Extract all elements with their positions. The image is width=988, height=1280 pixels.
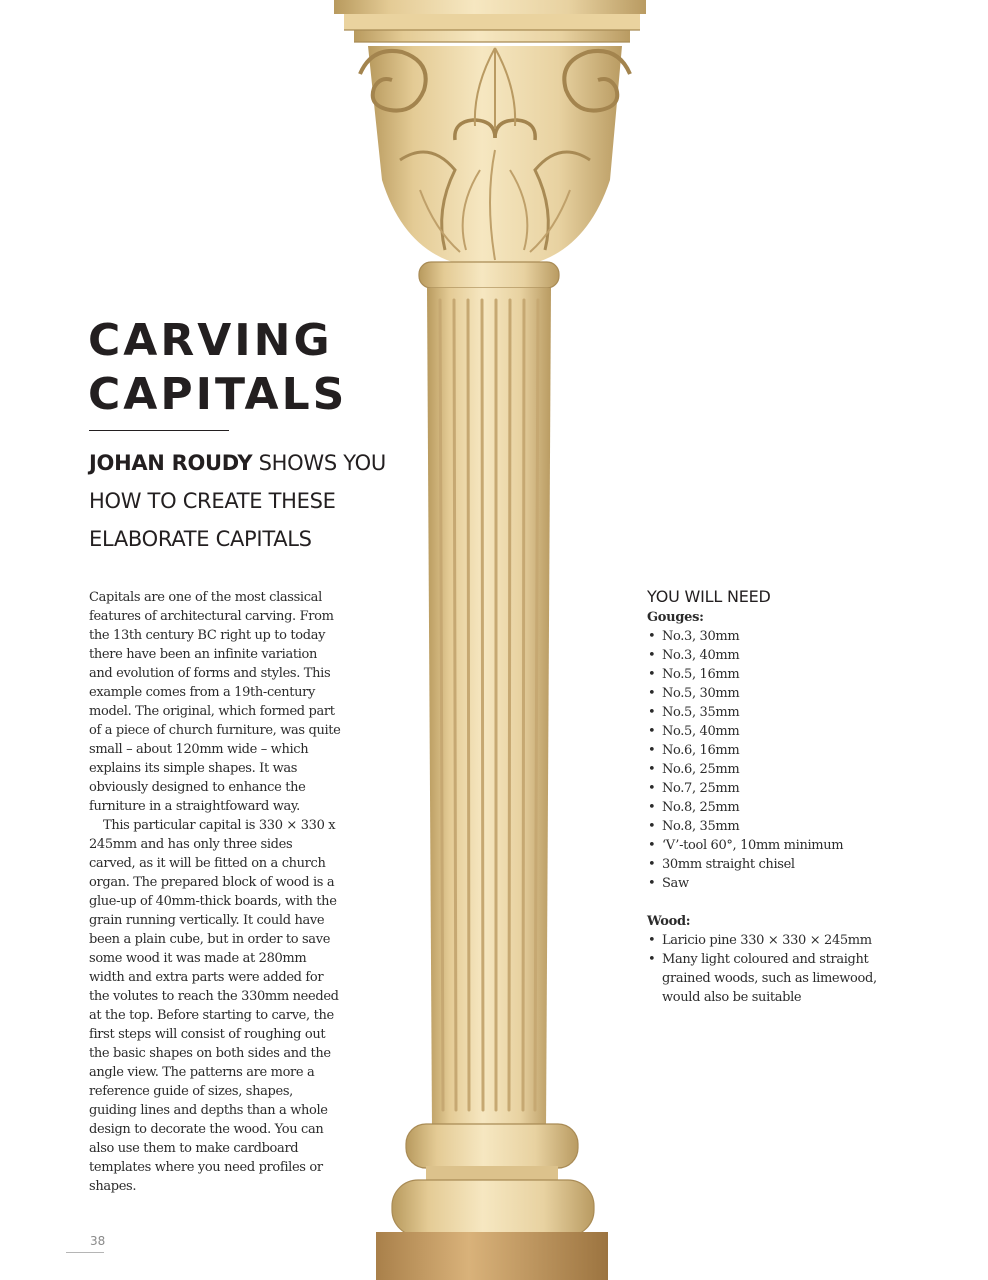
- list-item: • No.6, 25mm: [647, 760, 887, 779]
- column-photo: [330, 0, 660, 1280]
- astragal-ring: [419, 262, 559, 288]
- list-item: • No.5, 40mm: [647, 722, 887, 741]
- paragraph-2: This particular capital is 330 × 330 x 245mm and has only three sides carved, as it will be fitted on a church organ. The prepared block of wood is a glue-up of 40mm-thick boards, with the grain running vertically. It could have been a plain cube, but in order to save some wood it was made at 280mm width and extra parts were added for the volutes to reach the 330mm needed at the top. Before starting to carve, the first steps will consist of roughing out the basic shapes on both sides and the angle view. The patterns are more a reference guide of sizes, shapes, guiding lines and depths than a whole design to decorate the wood. You can also use them to make cardboard templates where you need profiles or shapes.: [89, 818, 339, 1194]
- article-title: [88, 314, 347, 422]
- list-item: • ‘V’-tool 60°, 10mm minimum: [647, 836, 887, 855]
- title-line-2: CAPITALS: [88, 369, 348, 420]
- materials-sidebar: [647, 586, 887, 1007]
- sidebar-heading: YOU WILL NEED: [647, 587, 771, 606]
- list-item: • Saw: [647, 874, 887, 893]
- list-item: • Many light coloured and straight grained woods, such as limewood, would also be suitable: [647, 950, 887, 1007]
- fluted-shaft: [427, 288, 551, 1130]
- gouges-label: Gouges:: [647, 610, 704, 625]
- list-item: • Laricio pine 330 × 330 × 245mm: [647, 931, 887, 950]
- standfirst: [89, 444, 419, 558]
- title-divider: [89, 430, 229, 431]
- standfirst-text: SHOWS YOU HOW TO CREATE THESE ELABORATE CAPITALS: [89, 451, 386, 551]
- list-item: • No.5, 30mm: [647, 684, 887, 703]
- page-number-rule: [66, 1252, 104, 1253]
- gouges-list: [647, 627, 887, 893]
- capital-abacus: [334, 0, 646, 42]
- paragraph-1: Capitals are one of the most classical features of architectural carving. From the 13th century BC right up to today there have been an infinite variation and evolution of forms and styles. This example comes from a 19th-century model. The original, which formed part of a piece of church furniture, was quite small – about 120mm wide – which explains its simple shapes. It was obviously designed to enhance the furniture in a straightfoward way.: [89, 590, 341, 814]
- body-text: [89, 588, 341, 1196]
- list-item: • No.5, 35mm: [647, 703, 887, 722]
- list-item: • No.3, 40mm: [647, 646, 887, 665]
- list-item: • No.8, 35mm: [647, 817, 887, 836]
- author-name: JOHAN ROUDY: [89, 451, 253, 475]
- list-item: • No.3, 30mm: [647, 627, 887, 646]
- capital-leaves: [360, 46, 630, 268]
- list-item: • No.7, 25mm: [647, 779, 887, 798]
- wood-label: Wood:: [647, 914, 691, 929]
- title-line-1: CARVING: [88, 315, 333, 366]
- list-item: • No.5, 16mm: [647, 665, 887, 684]
- page-number: 38: [90, 1234, 106, 1248]
- column-base: [376, 1124, 608, 1280]
- list-item: • No.8, 25mm: [647, 798, 887, 817]
- list-item: • 30mm straight chisel: [647, 855, 887, 874]
- list-item: • No.6, 16mm: [647, 741, 887, 760]
- wood-list: [647, 931, 887, 1007]
